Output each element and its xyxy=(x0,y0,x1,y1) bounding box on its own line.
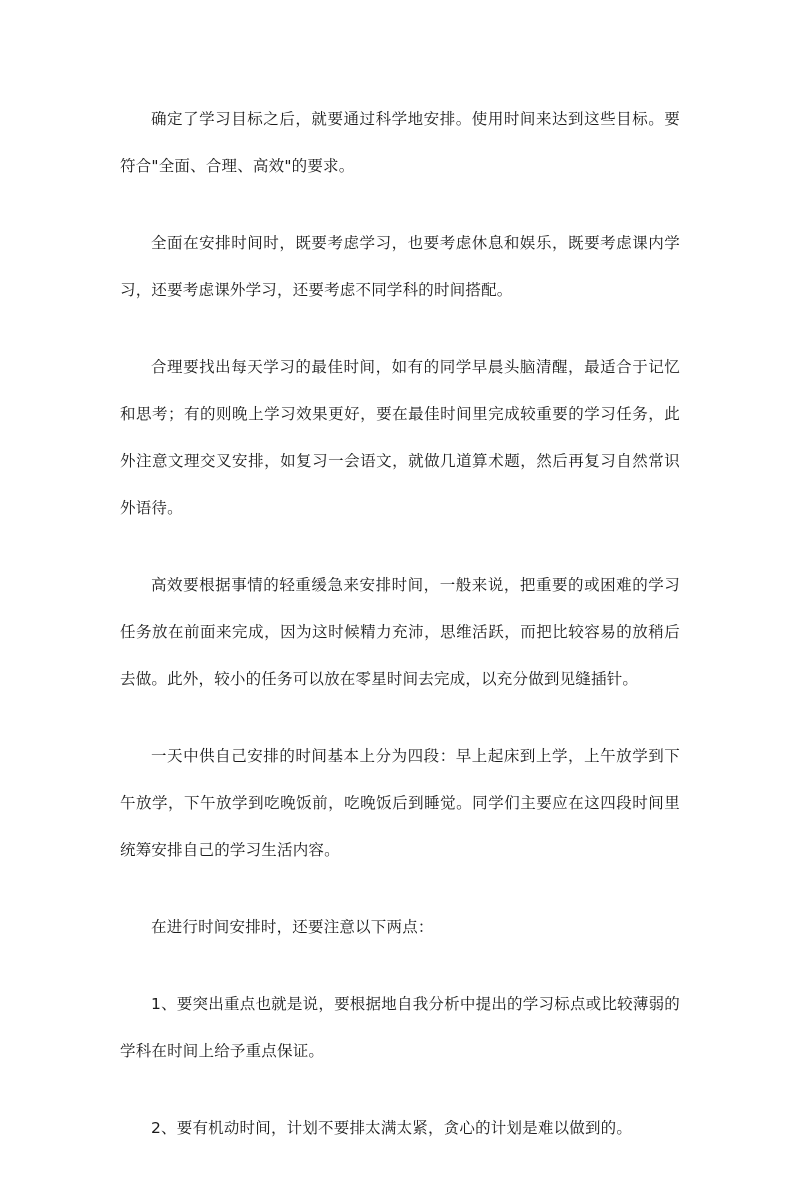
paragraph-goals-intro: 确定了学习目标之后，就要通过科学地安排。使用时间来达到这些目标。要符合"全面、合理、高效"的要求。 xyxy=(120,110,680,175)
paragraph-daily-periods: 一天中供自己安排的时间基本上分为四段：早上起床到上学，上午放学到下午放学，下午放学到吃晚饭前，吃晚饭后到睡觉。同学们主要应在这四段时间里统筹安排自己的学习生活内容。 xyxy=(120,747,680,859)
paragraph-reasonable: 合理要找出每天学习的最佳时间，如有的同学早晨头脑清醒，最适合于记忆和思考；有的则晚上学习效果更好，要在最佳时间里完成较重要的学习任务，此外注意文理交叉安排，如复习一会语文，就做几道算术题，然后再复习自然常识外语待。 xyxy=(120,358,680,517)
paragraph-point-1: 1、要突出重点也就是说，要根据地自我分析中提出的学习标点或比较薄弱的学科在时间上给予重点保证。 xyxy=(120,995,680,1060)
paragraph-notes-intro: 在进行时间安排时，还要注意以下两点： xyxy=(151,918,434,936)
paragraph-point-2: 2、要有机动时间，计划不要排太满太紧，贪心的计划是难以做到的。 xyxy=(151,1119,633,1137)
document-page xyxy=(120,96,680,1182)
paragraph-comprehensive: 全面在安排时间时，既要考虑学习，也要考虑休息和娱乐，既要考虑课内学习，还要考虑课外学习，还要考虑不同学科的时间搭配。 xyxy=(120,234,680,299)
paragraph-efficient: 高效要根据事情的轻重缓急来安排时间，一般来说，把重要的或困难的学习任务放在前面来完成，因为这时候精力充沛，思维活跃，而把比较容易的放稍后去做。此外，较小的任务可以放在零星时间去完成，以充分做到见缝插针。 xyxy=(120,576,680,688)
